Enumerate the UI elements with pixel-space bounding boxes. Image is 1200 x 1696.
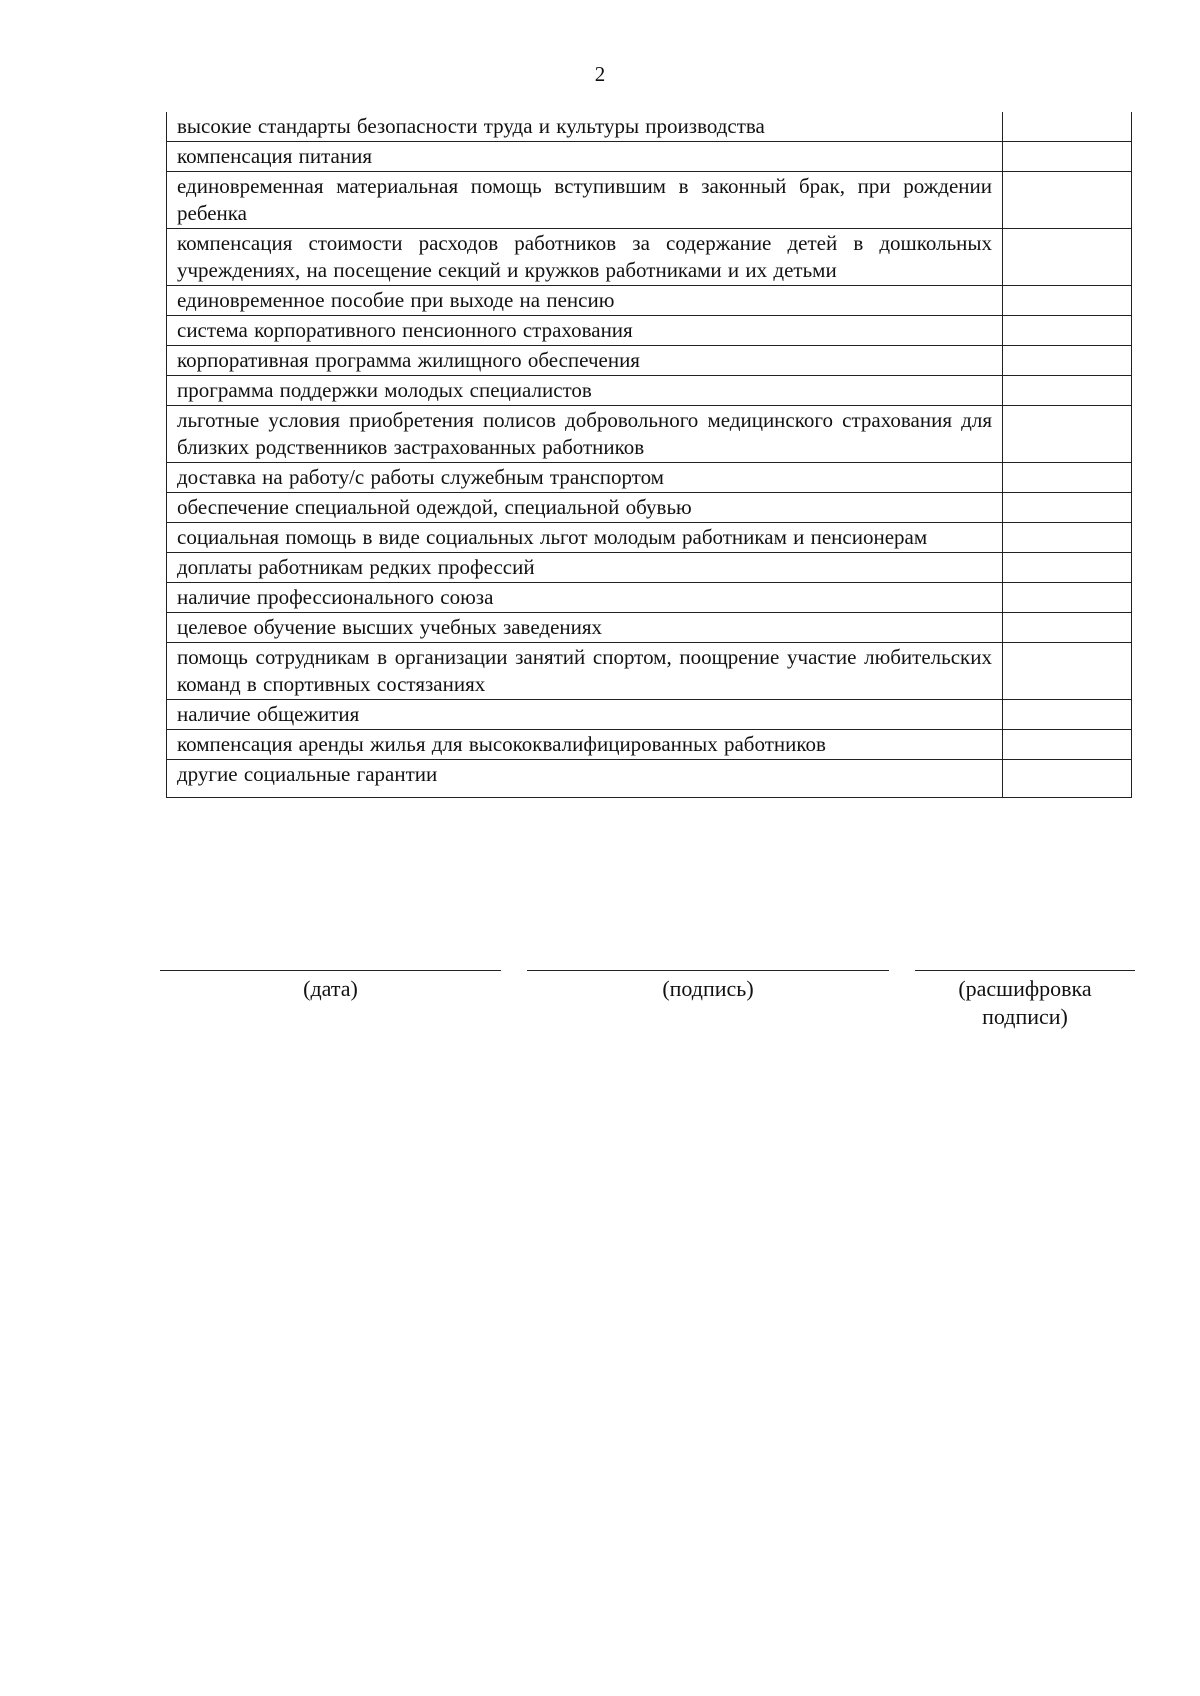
date-caption: (дата): [303, 976, 358, 1001]
answer-cell[interactable]: [1003, 730, 1132, 760]
benefit-label: доплаты работникам редких профессий: [167, 553, 1003, 583]
table-row: [167, 643, 1132, 700]
table-row: [167, 730, 1132, 760]
answer-cell[interactable]: [1003, 613, 1132, 643]
benefit-label: помощь сотрудникам в организации занятий спортом, поощрение участие любительских команд в спортивных состязаниях: [167, 643, 1003, 700]
answer-cell[interactable]: [1003, 643, 1132, 700]
answer-cell[interactable]: [1003, 112, 1132, 142]
date-line[interactable]: [160, 970, 501, 971]
benefit-label: программа поддержки молодых специалистов: [167, 376, 1003, 406]
answer-cell[interactable]: [1003, 760, 1132, 798]
signature-decoding-caption: (расшифровка подписи): [958, 976, 1092, 1029]
benefit-label: система корпоративного пенсионного страхования: [167, 316, 1003, 346]
benefit-label: наличие общежития: [167, 700, 1003, 730]
signature-line[interactable]: [527, 970, 889, 971]
answer-cell[interactable]: [1003, 406, 1132, 463]
table-row: [167, 583, 1132, 613]
benefit-label: единовременная материальная помощь вступившим в законный брак, при рождении ребенка: [167, 172, 1003, 229]
table-row: [167, 523, 1132, 553]
benefit-label: целевое обучение высших учебных заведениях: [167, 613, 1003, 643]
answer-cell[interactable]: [1003, 142, 1132, 172]
signature-caption: (подпись): [662, 976, 754, 1001]
table-row: [167, 172, 1132, 229]
table-row: [167, 700, 1132, 730]
benefit-label: компенсация стоимости расходов работников за содержание детей в дошкольных учреждениях, на посещение секций и кружков работниками и их детьми: [167, 229, 1003, 286]
answer-cell[interactable]: [1003, 463, 1132, 493]
table-row: [167, 346, 1132, 376]
benefit-label: наличие профессионального союза: [167, 583, 1003, 613]
benefit-label: корпоративная программа жилищного обеспечения: [167, 346, 1003, 376]
benefit-label: другие социальные гарантии: [167, 760, 1003, 798]
answer-cell[interactable]: [1003, 493, 1132, 523]
table-row: [167, 463, 1132, 493]
answer-cell[interactable]: [1003, 229, 1132, 286]
answer-cell[interactable]: [1003, 172, 1132, 229]
answer-cell[interactable]: [1003, 553, 1132, 583]
table-row: [167, 286, 1132, 316]
social-benefits-table: [166, 112, 1132, 798]
answer-cell[interactable]: [1003, 583, 1132, 613]
table-row: [167, 142, 1132, 172]
answer-cell[interactable]: [1003, 346, 1132, 376]
benefit-label: компенсация питания: [167, 142, 1003, 172]
benefit-label: компенсация аренды жилья для высококвалифицированных работников: [167, 730, 1003, 760]
signature-decoding-line[interactable]: [915, 970, 1135, 971]
table-row: [167, 229, 1132, 286]
page-number: 2: [594, 62, 606, 86]
answer-cell[interactable]: [1003, 316, 1132, 346]
benefit-label: социальная помощь в виде социальных льгот молодым работникам и пенсионерам: [167, 523, 1003, 553]
table-row: [167, 493, 1132, 523]
table-row: [167, 760, 1132, 798]
answer-cell[interactable]: [1003, 523, 1132, 553]
answer-cell[interactable]: [1003, 286, 1132, 316]
benefit-label: единовременное пособие при выходе на пенсию: [167, 286, 1003, 316]
table-row: [167, 553, 1132, 583]
table-row: [167, 613, 1132, 643]
table-row: [167, 112, 1132, 142]
table-row: [167, 406, 1132, 463]
benefit-label: обеспечение специальной одеждой, специальной обувью: [167, 493, 1003, 523]
answer-cell[interactable]: [1003, 700, 1132, 730]
table-row: [167, 376, 1132, 406]
benefit-label: льготные условия приобретения полисов добровольного медицинского страхования для близких родственников застрахованных работников: [167, 406, 1003, 463]
benefit-label: доставка на работу/с работы служебным транспортом: [167, 463, 1003, 493]
benefit-label: высокие стандарты безопасности труда и культуры производства: [167, 112, 1003, 142]
table-row: [167, 316, 1132, 346]
answer-cell[interactable]: [1003, 376, 1132, 406]
